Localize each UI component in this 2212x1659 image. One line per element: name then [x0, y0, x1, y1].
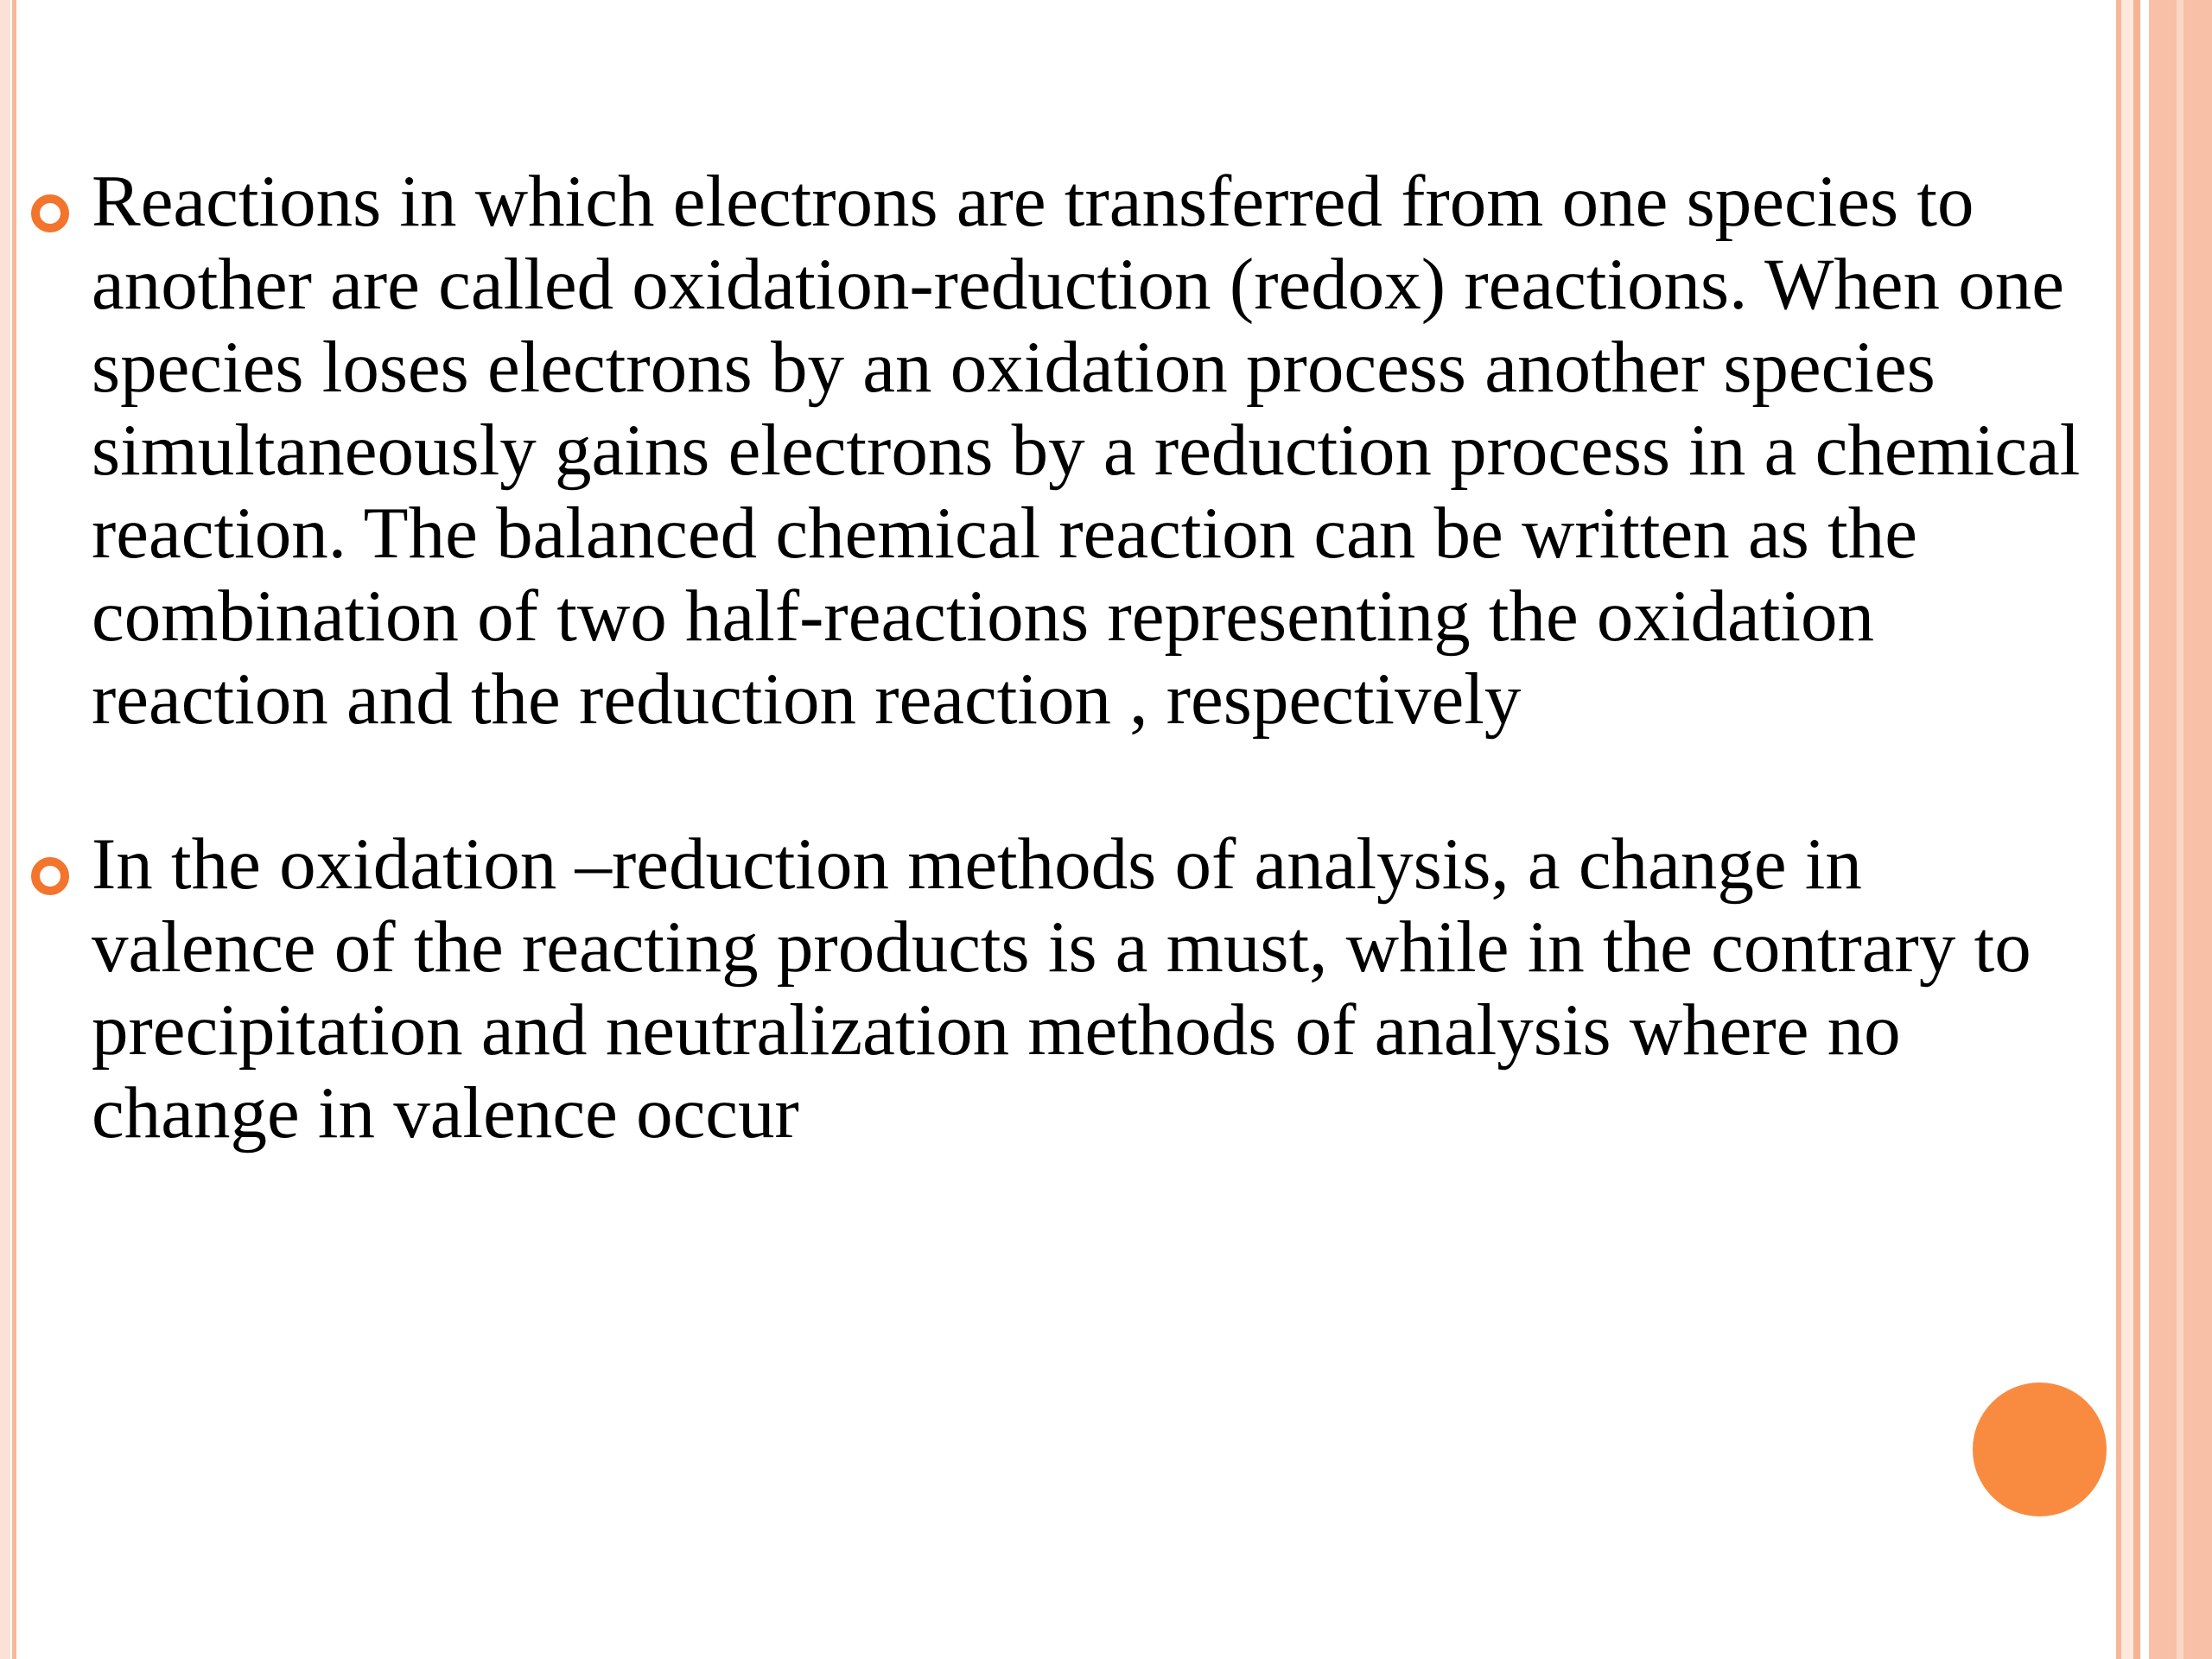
- right-border-band: [2121, 0, 2133, 1659]
- accent-dot: [1973, 1382, 2107, 1516]
- right-border-band: [2177, 0, 2183, 1659]
- ring-bullet-icon: [31, 857, 69, 895]
- slide-content: [26, 160, 2100, 1154]
- bullet-text: Reactions in which electrons are transferred from one species to another are called oxidation-reduction (redox) reactions. When one species loses electrons by an oxidation process another species simultaneously gains electrons by a reduction process in a chemical reaction. The balanced chemical reaction can be written as the combination of two half-reactions representing the oxidation reaction and the reduction reaction , respectively: [92, 161, 2081, 740]
- bullet-text: In the oxidation –reduction methods of analysis, a change in valence of the reacting products is a must, while in the contrary to precipitation and neutralization methods of analysis where no change in valence occur: [92, 823, 2031, 1154]
- bullet-item: [26, 160, 2100, 741]
- ring-bullet-icon: [31, 194, 69, 232]
- right-border-band: [2140, 0, 2149, 1659]
- left-border-outer: [0, 0, 10, 1659]
- left-border-inner: [12, 0, 16, 1659]
- right-border-band: [2133, 0, 2140, 1659]
- bullet-item: [26, 823, 2100, 1154]
